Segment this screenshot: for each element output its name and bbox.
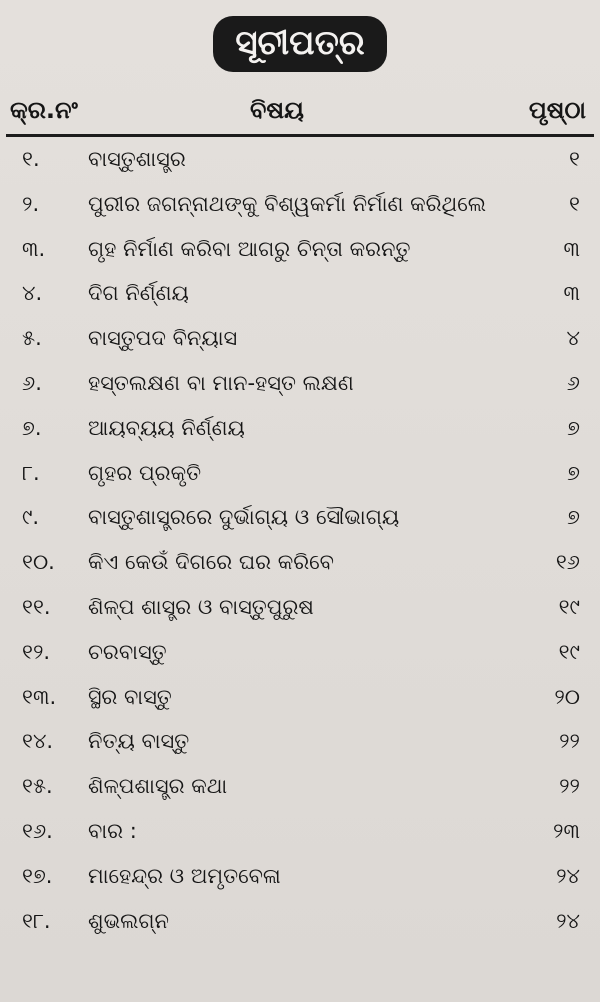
entry-page: ୨୦: [554, 684, 580, 709]
list-item: [0, 451, 600, 496]
entry-subject: ବାସ୍ତୁଶାସ୍ତ୍ର: [88, 147, 186, 171]
entry-subject: ଶିଳ୍ପ ଶାସ୍ତ୍ର ଓ ବାସ୍ତୁପୁରୁଷ: [88, 594, 314, 619]
entry-page: ୩: [563, 281, 580, 306]
entry-page: ୧: [569, 191, 580, 216]
entry-number: ୧୭.: [22, 863, 53, 888]
entry-subject: ଶୁଭଲଗ୍ନ: [88, 908, 170, 933]
entry-number: ୧୧.: [22, 594, 51, 619]
entry-page: ୧: [569, 147, 580, 171]
list-item: [0, 585, 600, 630]
entry-page: ୭: [567, 460, 580, 485]
entry-number: ୬.: [22, 370, 42, 395]
entry-subject: ବାସ୍ତୁଶାସ୍ତ୍ରରେ ଦୁର୍ଭାଗ୍ୟ ଓ ସୌଭାଗ୍ୟ: [88, 505, 400, 530]
entry-number: ୧୮.: [22, 908, 51, 933]
entry-number: ୧୨.: [22, 639, 51, 664]
entry-page: ୨୨: [559, 729, 580, 754]
table-header: [0, 90, 600, 130]
header-subject: ବିଷୟ: [250, 96, 304, 124]
list-item: [0, 854, 600, 899]
entry-number: ୧୬.: [22, 818, 53, 843]
list-item: [0, 809, 600, 854]
entry-subject: ଗୃହର ପ୍ରକୃତି: [88, 460, 202, 485]
entry-page: ୪: [566, 326, 580, 351]
title-area: [0, 16, 600, 72]
entry-number: ୩.: [22, 236, 46, 261]
entry-subject: ବାସ୍ତୁପଦ ବିନ୍ୟାସ: [88, 326, 238, 351]
contents-list: [0, 137, 600, 943]
list-item: [0, 764, 600, 809]
list-item: [0, 227, 600, 272]
entry-number: ୧୫.: [22, 774, 53, 799]
entry-subject: ହସ୍ତଲକ୍ଷଣ ବା ମାନ-ହସ୍ତ ଲକ୍ଷଣ: [88, 370, 354, 395]
entry-number: ୭.: [22, 415, 42, 440]
list-item: [0, 137, 600, 182]
list-item: [0, 361, 600, 406]
entry-page: ୭: [567, 505, 580, 530]
page-title: ସୂଚୀପତ୍ର: [213, 16, 386, 72]
entry-page: ୬: [566, 370, 580, 395]
entry-subject: ପୁରୀର ଜଗନ୍ନାଥଙ୍କୁ ବିଶ୍ୱକର୍ମା ନିର୍ମାଣ କରିଥିଲେ: [88, 191, 487, 216]
entry-page: ୨୪: [556, 908, 580, 933]
entry-number: ୧୩.: [22, 684, 57, 709]
entry-number: ୨.: [22, 191, 40, 216]
entry-number: ୧୪.: [22, 729, 54, 754]
entry-subject: ଚରବାସ୍ତୁ: [88, 639, 167, 664]
list-item: [0, 406, 600, 451]
entry-subject: ନିତ୍ୟ ବାସ୍ତୁ: [88, 729, 190, 754]
list-item: [0, 495, 600, 540]
entry-number: ୧.: [22, 147, 40, 171]
list-item: [0, 675, 600, 720]
list-item: [0, 182, 600, 227]
entry-subject: ବାର :: [88, 818, 137, 843]
list-item: [0, 899, 600, 944]
entry-number: ୯.: [22, 505, 40, 530]
header-serial: କ୍ର.ନଂ: [10, 96, 78, 124]
entry-page: ୧୬: [555, 550, 580, 575]
entry-number: ୧୦.: [22, 550, 55, 575]
list-item: [0, 630, 600, 675]
entry-page: ୩: [563, 236, 580, 261]
entry-page: ୨୩: [553, 818, 580, 843]
entry-subject: ଦିଗ ନିର୍ଣ୍ଣୟ: [88, 281, 189, 306]
entry-page: ୨୪: [556, 863, 580, 888]
entry-subject: ଗୃହ ନିର୍ମାଣ କରିବା ଆଗରୁ ଚିନ୍ତା କରନ୍ତୁ: [88, 236, 411, 261]
entry-page: ୨୨: [559, 774, 580, 799]
entry-page: ୭: [567, 415, 580, 440]
list-item: [0, 540, 600, 585]
entry-number: ୪.: [22, 281, 43, 306]
list-item: [0, 316, 600, 361]
entry-subject: ସ୍ଥିର ବାସ୍ତୁ: [88, 684, 172, 709]
list-item: [0, 271, 600, 316]
entry-subject: ଆୟବ୍ୟୟ ନିର୍ଣ୍ଣୟ: [88, 415, 245, 440]
header-page: ପୃଷ୍ଠା: [528, 96, 586, 124]
entry-subject: କିଏ କେଉଁ ଦିଗରେ ଘର କରିବେ: [88, 550, 335, 575]
entry-number: ୮.: [22, 460, 40, 485]
entry-subject: ମାହେନ୍ଦ୍ର ଓ ଅମୃତବେଳା: [88, 863, 281, 888]
entry-page: ୧୯: [558, 639, 580, 664]
entry-subject: ଶିଳ୍ପଶାସ୍ତ୍ର କଥା: [88, 774, 228, 799]
entry-page: ୧୯: [558, 594, 580, 619]
list-item: [0, 719, 600, 764]
entry-number: ୫.: [22, 326, 42, 351]
